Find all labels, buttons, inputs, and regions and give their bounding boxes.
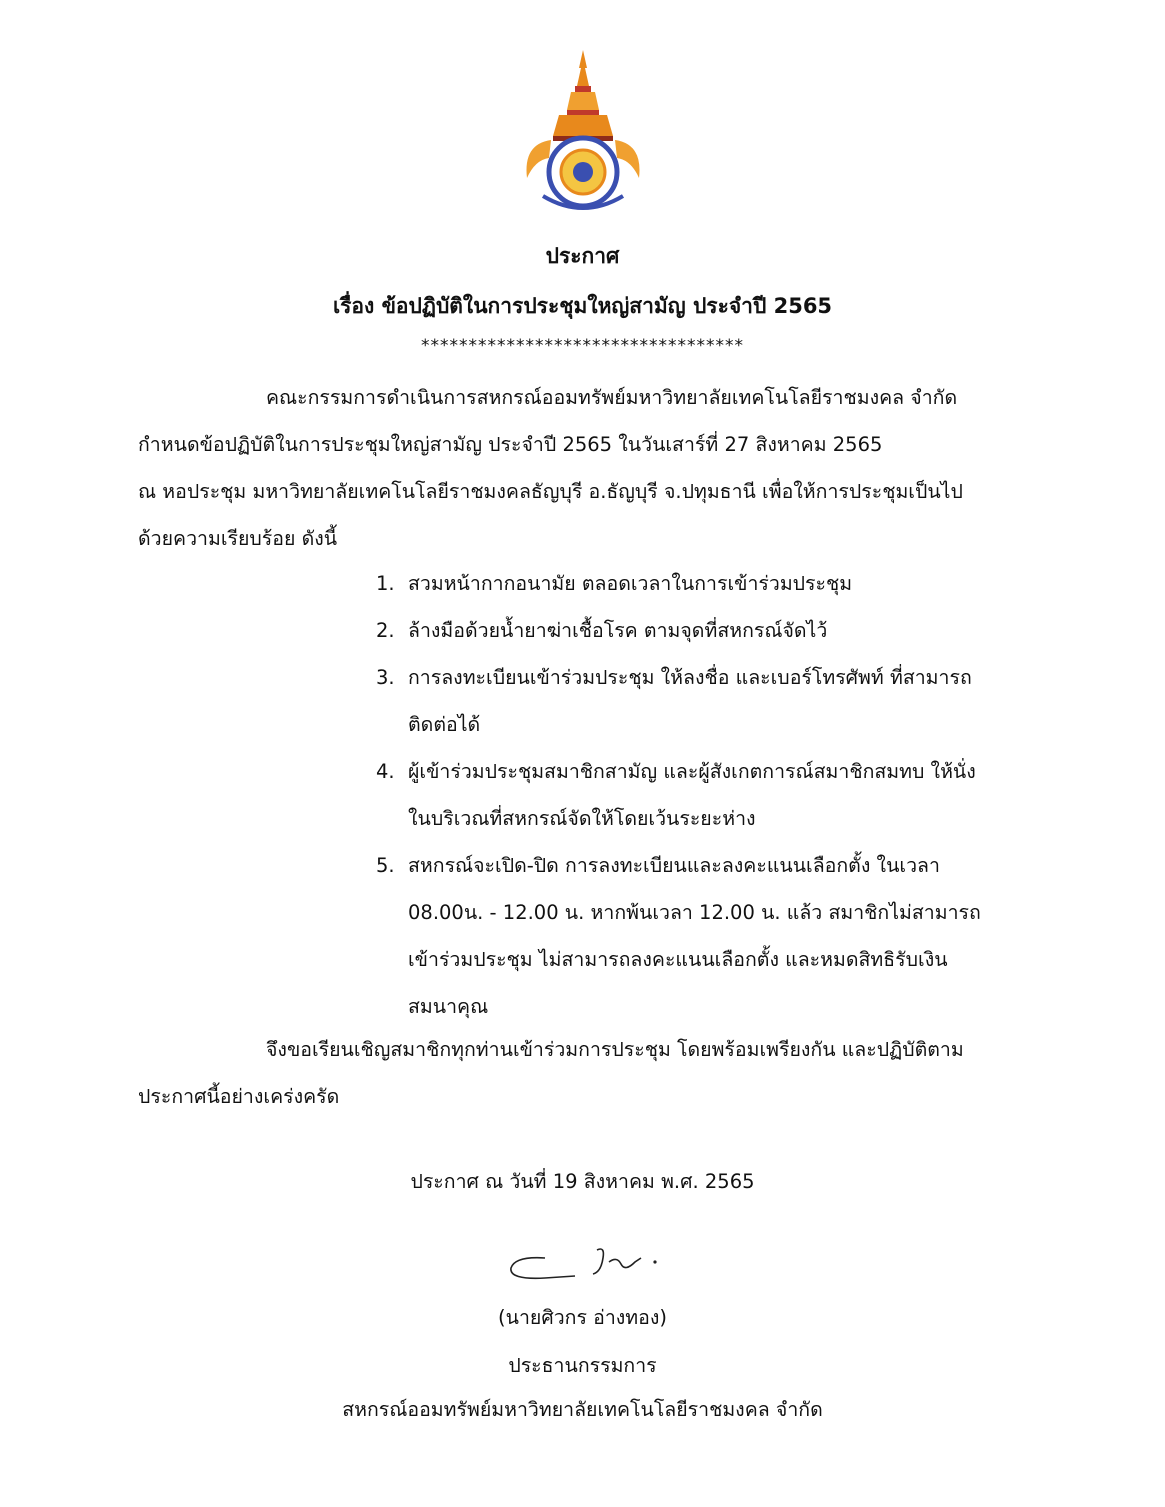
intro-paragraph — [138, 374, 1030, 562]
rule-number: 5. — [376, 854, 395, 877]
rule-text: สหกรณ์จะเปิด-ปิด การลงทะเบียนและลงคะแนนเลือกตั้ง ในเวลา — [408, 854, 940, 877]
rule-number: 3. — [376, 666, 395, 689]
signer-name: (นายศิวกร อ่างทอง) — [498, 1306, 667, 1329]
rule-text: ในบริเวณที่สหกรณ์จัดให้โดยเว้นระยะห่าง — [408, 807, 756, 830]
announcement-date: ประกาศ ณ วันที่ 19 สิงหาคม พ.ศ. 2565 — [410, 1170, 755, 1193]
rule-item — [376, 654, 1030, 748]
rule-text: สวมหน้ากากอนามัย ตลอดเวลาในการเข้าร่วมประชุม — [408, 572, 853, 595]
rule-text: ล้างมือด้วยน้ำยาฆ่าเชื้อโรค ตามจุดที่สหกรณ์จัดไว้ — [408, 619, 828, 642]
rule-item — [376, 748, 1030, 842]
intro-line: คณะกรรมการดำเนินการสหกรณ์ออมทรัพย์มหาวิทยาลัยเทคโนโลยีราชมงคล จำกัด — [266, 386, 958, 409]
university-emblem-icon — [513, 48, 653, 218]
organization-name: สหกรณ์ออมทรัพย์มหาวิทยาลัยเทคโนโลยีราชมงคล จำกัด — [342, 1398, 823, 1421]
intro-line: กำหนดข้อปฏิบัติในการประชุมใหญ่สามัญ ประจำปี 2565 ในวันเสาร์ที่ 27 สิงหาคม 2565 — [138, 433, 883, 456]
closing-line: ประกาศนี้อย่างเคร่งครัด — [138, 1085, 340, 1108]
emblem-spire — [553, 50, 613, 141]
rule-number: 1. — [376, 572, 395, 595]
separator-line: ********************************** — [421, 336, 744, 356]
rules-list — [376, 560, 1030, 1030]
rule-item — [376, 560, 1030, 607]
rule-text: เข้าร่วมประชุม ไม่สามารถลงคะแนนเลือกตั้ง และหมดสิทธิรับเงิน — [408, 948, 948, 971]
intro-line: ณ หอประชุม มหาวิทยาลัยเทคโนโลยีราชมงคลธัญบุรี อ.ธัญบุรี จ.ปทุมธานี เพื่อให้การประชุมเป็นไป — [138, 480, 963, 503]
signature-image — [505, 1228, 675, 1288]
rule-text: ติดต่อได้ — [408, 713, 481, 736]
announcement-title: ประกาศ — [545, 244, 620, 268]
rule-item — [376, 842, 1030, 1030]
closing-paragraph — [138, 1026, 1030, 1120]
signer-position: ประธานกรรมการ — [508, 1354, 657, 1377]
closing-line: จึงขอเรียนเชิญสมาชิกทุกท่านเข้าร่วมการประชุม โดยพร้อมเพรียงกัน และปฏิบัติตาม — [266, 1038, 964, 1061]
rule-item — [376, 607, 1030, 654]
rule-number: 4. — [376, 760, 395, 783]
rule-text: 08.00น. - 12.00 น. หากพ้นเวลา 12.00 น. แล้ว สมาชิกไม่สามารถ — [408, 901, 981, 924]
announcement-subject: เรื่อง ข้อปฏิบัติในการประชุมใหญ่สามัญ ประจำปี 2565 — [332, 294, 833, 318]
rule-text: ผู้เข้าร่วมประชุมสมาชิกสามัญ และผู้สังเกตการณ์สมาชิกสมทบ ให้นั่ง — [408, 760, 976, 783]
rule-text: สมนาคุณ — [408, 995, 489, 1018]
rule-number: 2. — [376, 619, 395, 642]
rule-text: การลงทะเบียนเข้าร่วมประชุม ให้ลงชื่อ และเบอร์โทรศัพท์ ที่สามารถ — [408, 666, 972, 689]
intro-line: ด้วยความเรียบร้อย ดังนี้ — [138, 527, 338, 550]
